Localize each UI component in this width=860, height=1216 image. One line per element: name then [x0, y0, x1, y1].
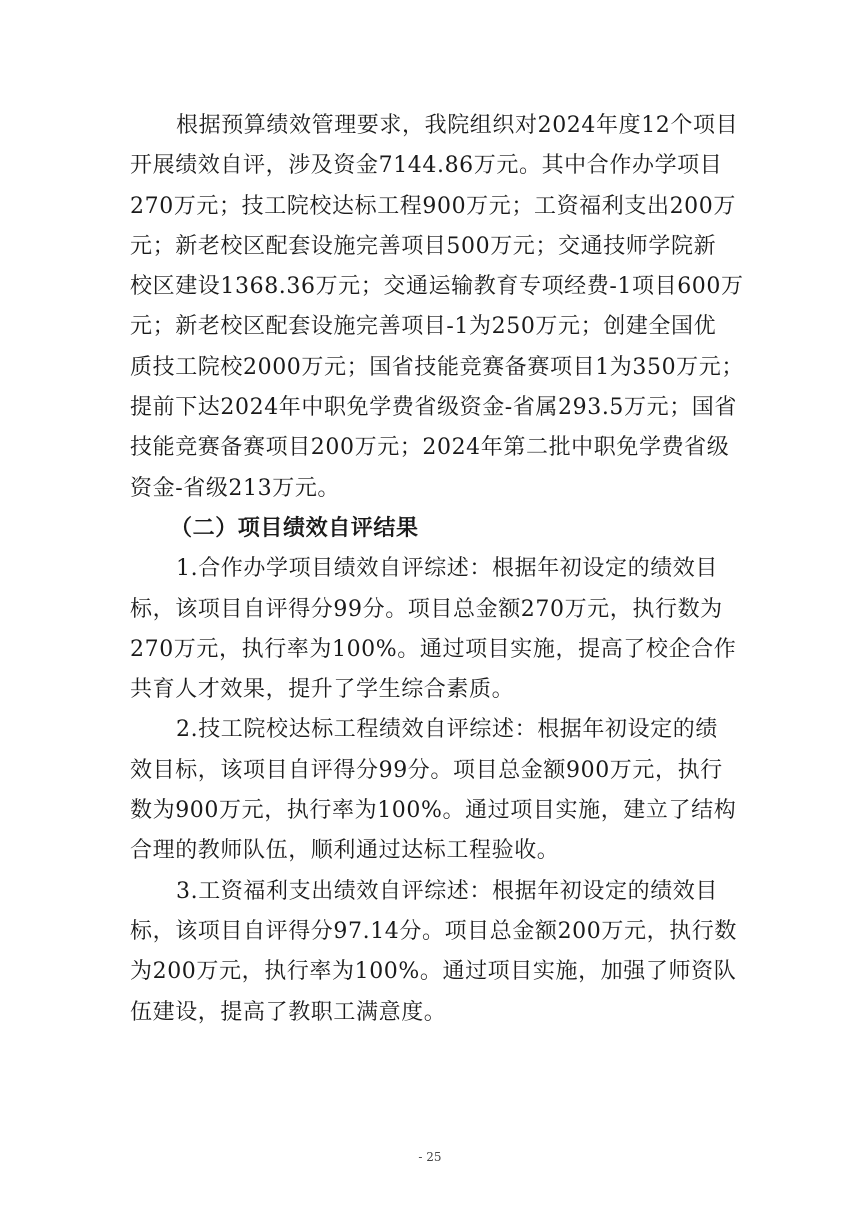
paragraph-line: 提前下达2024年中职免学费省级资金-省属293.5万元；国省 [130, 395, 738, 421]
paragraph-line: 1.合作办学项目绩效自评综述：根据年初设定的绩效目 [176, 556, 718, 582]
page-number: - 25 [418, 1150, 442, 1164]
paragraph-line: 元；新老校区配套设施完善项目500万元；交通技师学院新 [130, 233, 717, 259]
paragraph-line: 质技工院校2000万元；国省技能竞赛备赛项目1为350万元； [130, 354, 744, 380]
paragraph-line: 2.技工院校达标工程绩效自评综述：根据年初设定的绩 [176, 717, 718, 743]
paragraph-line: 3.工资福利支出绩效自评综述：根据年初设定的绩效目 [176, 878, 718, 904]
paragraph-line: 数为900万元，执行率为100%。通过项目实施，建立了结构 [130, 798, 737, 824]
paragraph-line: 共育人才效果，提升了学生综合素质。 [130, 677, 515, 703]
paragraph-line: 标，该项目自评得分99分。项目总金额270万元，执行数为 [130, 596, 723, 622]
paragraph-line: 资金-省级213万元。 [130, 475, 341, 501]
paragraph-line: 根据预算绩效管理要求，我院组织对2024年度12个项目 [176, 113, 739, 138]
section-heading: （二）项目绩效自评结果 [170, 515, 419, 541]
paragraph-line: 效目标，该项目自评得分99分。项目总金额900万元，执行 [130, 757, 723, 783]
paragraph-line: 开展绩效自评，涉及资金7144.86万元。其中合作办学项目 [130, 153, 723, 179]
paragraph-line: 元；新老校区配套设施完善项目-1为250万元；创建全国优 [130, 314, 717, 340]
paragraph-line: 为200万元，执行率为100%。通过项目实施，加强了师资队 [130, 959, 737, 985]
paragraph-line: 270万元，执行率为100%。通过项目实施，提高了校企合作 [130, 636, 737, 662]
paragraph-line: 技能竞赛备赛项目200万元；2024年第二批中职免学费省级 [130, 435, 730, 461]
paragraph-line: 270万元；技工院校达标工程900万元；工资福利支出200万 [130, 193, 736, 219]
document-page [130, 106, 744, 1033]
paragraph-line: 伍建设，提高了教职工满意度。 [130, 999, 447, 1025]
paragraph-line: 标，该项目自评得分97.14分。项目总金额200万元，执行数 [130, 918, 737, 944]
paragraph-line: 合理的教师队伍，顺利通过达标工程验收。 [130, 838, 560, 864]
paragraph-line: 校区建设1368.36万元；交通运输教育专项经费-1项目600万 [130, 274, 744, 300]
